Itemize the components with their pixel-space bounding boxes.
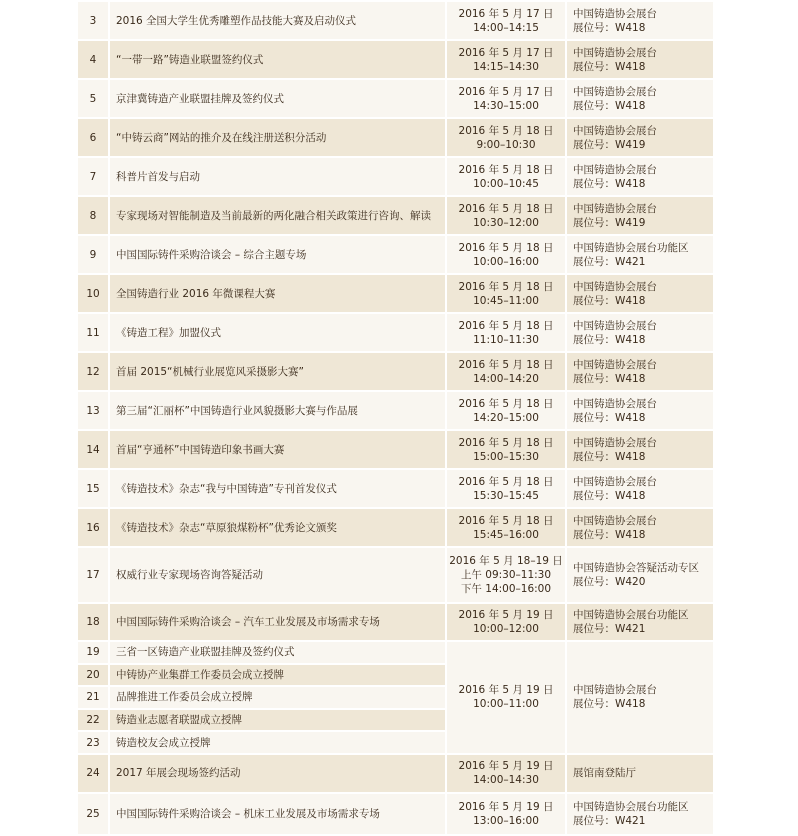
cell-line: 9:00–10:30 xyxy=(476,138,536,151)
cell-line: 2016 年 5 月 17 日 xyxy=(458,7,554,20)
event-date xyxy=(446,547,566,603)
table-row xyxy=(77,352,714,391)
cell-line: 15:00–15:30 xyxy=(473,450,539,463)
cell-line: 中国铸造协会展台 xyxy=(573,124,657,137)
event-place xyxy=(566,603,714,641)
event-place xyxy=(566,1,714,40)
cell-line: 中国铸造协会展台 xyxy=(573,202,657,215)
event-date xyxy=(446,793,566,835)
table-row xyxy=(77,469,714,508)
event-title: “一带一路”铸造业联盟签约仪式 xyxy=(109,40,446,79)
cell-line: 15:30–15:45 xyxy=(473,489,539,502)
cell-line: 2016 年 5 月 18 日 xyxy=(458,358,554,371)
cell-line: 2016 年 5 月 18–19 日 xyxy=(449,555,563,567)
event-date xyxy=(446,235,566,274)
event-date xyxy=(446,157,566,196)
cell-line: 中国铸造协会展台 xyxy=(573,319,657,332)
event-title: 中国国际铸件采购洽谈会 – 机床工业发展及市场需求专场 xyxy=(109,793,446,835)
event-place xyxy=(566,508,714,547)
cell-line: 10:00–16:00 xyxy=(473,255,539,268)
event-place xyxy=(566,754,714,793)
event-title: 三省一区铸造产业联盟挂牌及签约仪式 xyxy=(109,641,446,664)
event-title: 首届 2015“机械行业展览风采摄影大赛” xyxy=(109,352,446,391)
event-number: 12 xyxy=(77,352,109,391)
event-number: 25 xyxy=(77,793,109,835)
table-row xyxy=(77,235,714,274)
event-number: 6 xyxy=(77,118,109,157)
cell-line: 中国铸造协会展台功能区 xyxy=(573,800,689,813)
event-place xyxy=(566,196,714,235)
cell-line: 2016 年 5 月 17 日 xyxy=(458,46,554,59)
table-row xyxy=(77,430,714,469)
event-title: 《铸造技术》杂志“我与中国铸造”专刊首发仪式 xyxy=(109,469,446,508)
cell-line: 下午 14:00–16:00 xyxy=(460,583,552,595)
cell-line: 10:00–11:00 xyxy=(473,698,539,711)
event-date xyxy=(446,196,566,235)
cell-line: 2016 年 5 月 19 日 xyxy=(458,609,554,621)
cell-line: 中国铸造协会展台 xyxy=(573,397,657,410)
cell-line: 展位号：W419 xyxy=(573,216,646,229)
event-title: 铸造校友会成立授牌 xyxy=(109,731,446,754)
cell-line: 展位号：W418 xyxy=(573,177,646,190)
cell-line: 2016 年 5 月 18 日 xyxy=(458,319,554,332)
event-number: 8 xyxy=(77,196,109,235)
cell-line: 展位号：W418 xyxy=(573,60,646,73)
table-row xyxy=(77,40,714,79)
cell-line: 展位号：W421 xyxy=(573,255,646,268)
cell-line: 展位号：W421 xyxy=(573,623,646,635)
event-number: 21 xyxy=(77,686,109,709)
event-date xyxy=(446,118,566,157)
event-place xyxy=(566,313,714,352)
table-row xyxy=(77,603,714,641)
cell-line: 11:10–11:30 xyxy=(473,333,539,346)
cell-line: 展位号：W418 xyxy=(573,21,646,34)
event-number: 11 xyxy=(77,313,109,352)
cell-line: 展位号：W418 xyxy=(573,411,646,424)
event-number: 10 xyxy=(77,274,109,313)
event-number: 19 xyxy=(77,641,109,664)
event-number: 17 xyxy=(77,547,109,603)
cell-line: 10:00–12:00 xyxy=(473,623,539,635)
event-title: 专家现场对智能制造及当前最新的两化融合相关政策进行咨询、解读 xyxy=(109,196,446,235)
event-date xyxy=(446,641,566,754)
table-row xyxy=(77,157,714,196)
event-date xyxy=(446,603,566,641)
cell-line: 2016 年 5 月 18 日 xyxy=(458,124,554,137)
event-title: 中铸协产业集群工作委员会成立授牌 xyxy=(109,664,446,687)
table-row xyxy=(77,754,714,793)
cell-line: 14:00–14:30 xyxy=(473,774,539,787)
cell-line: 展位号：W419 xyxy=(573,138,646,151)
event-title: 中国国际铸件采购洽谈会 – 汽车工业发展及市场需求专场 xyxy=(109,603,446,641)
table-row xyxy=(77,641,714,664)
event-number: 24 xyxy=(77,754,109,793)
cell-line: 中国铸造协会展台功能区 xyxy=(573,241,689,254)
cell-line: 10:00–10:45 xyxy=(473,177,539,190)
event-title: 中国国际铸件采购洽谈会 – 综合主题专场 xyxy=(109,235,446,274)
event-date xyxy=(446,1,566,40)
cell-line: 2016 年 5 月 18 日 xyxy=(458,475,554,488)
cell-line: 中国铸造协会展台 xyxy=(573,358,657,371)
event-title: 权威行业专家现场咨询答疑活动 xyxy=(109,547,446,603)
event-date xyxy=(446,274,566,313)
cell-line: 中国铸造协会展台 xyxy=(573,684,657,697)
table-row xyxy=(77,547,714,603)
cell-line: 2016 年 5 月 17 日 xyxy=(458,85,554,98)
cell-line: 展位号：W418 xyxy=(573,698,646,711)
cell-line: 14:00–14:15 xyxy=(473,21,539,34)
cell-line: 2016 年 5 月 18 日 xyxy=(458,514,554,527)
event-place xyxy=(566,430,714,469)
event-date xyxy=(446,40,566,79)
cell-line: 2016 年 5 月 18 日 xyxy=(458,280,554,293)
event-number: 15 xyxy=(77,469,109,508)
cell-line: 2016 年 5 月 18 日 xyxy=(458,163,554,176)
cell-line: 2016 年 5 月 18 日 xyxy=(458,241,554,254)
event-place xyxy=(566,641,714,754)
table-row xyxy=(77,118,714,157)
event-place xyxy=(566,469,714,508)
cell-line: 展位号：W418 xyxy=(573,99,646,112)
event-date xyxy=(446,508,566,547)
cell-line: 上午 09:30–11:30 xyxy=(460,569,552,581)
cell-line: 2016 年 5 月 18 日 xyxy=(458,436,554,449)
event-number: 9 xyxy=(77,235,109,274)
event-date xyxy=(446,79,566,118)
event-title: 科普片首发与启动 xyxy=(109,157,446,196)
cell-line: 2016 年 5 月 19 日 xyxy=(458,800,554,813)
cell-line: 展位号：W418 xyxy=(573,294,646,307)
cell-line: 2016 年 5 月 18 日 xyxy=(458,202,554,215)
event-number: 18 xyxy=(77,603,109,641)
cell-line: 10:30–12:00 xyxy=(473,216,539,229)
event-title: 全国铸造行业 2016 年微课程大赛 xyxy=(109,274,446,313)
cell-line: 2016 年 5 月 19 日 xyxy=(458,684,554,697)
table-row xyxy=(77,391,714,430)
cell-line: 中国铸造协会展台 xyxy=(573,7,657,20)
event-title: 铸造业志愿者联盟成立授牌 xyxy=(109,709,446,732)
event-number: 16 xyxy=(77,508,109,547)
cell-line: 13:00–16:00 xyxy=(473,814,539,827)
table-row xyxy=(77,196,714,235)
cell-line: 展位号：W418 xyxy=(573,333,646,346)
cell-line: 14:00–14:20 xyxy=(473,372,539,385)
event-date xyxy=(446,430,566,469)
event-number: 7 xyxy=(77,157,109,196)
cell-line: 15:45–16:00 xyxy=(473,528,539,541)
cell-line: 展位号：W418 xyxy=(573,372,646,385)
cell-line: 中国铸造协会展台 xyxy=(573,163,657,176)
event-place xyxy=(566,40,714,79)
event-date xyxy=(446,754,566,793)
event-place xyxy=(566,274,714,313)
event-number: 20 xyxy=(77,664,109,687)
event-title: 第三届“汇丽杯”中国铸造行业风貌摄影大赛与作品展 xyxy=(109,391,446,430)
cell-line: 2016 年 5 月 19 日 xyxy=(458,760,554,773)
event-number: 4 xyxy=(77,40,109,79)
cell-line: 展位号：W418 xyxy=(573,528,646,541)
event-title: 京津冀铸造产业联盟挂牌及签约仪式 xyxy=(109,79,446,118)
table-row xyxy=(77,313,714,352)
table-row xyxy=(77,79,714,118)
event-title: “中铸云商”网站的推介及在线注册送积分活动 xyxy=(109,118,446,157)
cell-line: 展馆南登陆厅 xyxy=(573,767,636,780)
event-title: 《铸造工程》加盟仪式 xyxy=(109,313,446,352)
cell-line: 14:30–15:00 xyxy=(473,99,539,112)
cell-line: 中国铸造协会展台 xyxy=(573,85,657,98)
cell-line: 中国铸造协会展台功能区 xyxy=(573,609,689,621)
event-date xyxy=(446,469,566,508)
event-place xyxy=(566,352,714,391)
event-title: 2016 全国大学生优秀雕塑作品技能大赛及启动仪式 xyxy=(109,1,446,40)
event-place xyxy=(566,157,714,196)
event-number: 13 xyxy=(77,391,109,430)
cell-line: 10:45–11:00 xyxy=(473,294,539,307)
cell-line: 中国铸造协会展台 xyxy=(573,46,657,59)
table-row xyxy=(77,1,714,40)
event-title: 首届“亨通杯”中国铸造印象书画大赛 xyxy=(109,430,446,469)
event-place xyxy=(566,235,714,274)
cell-line: 中国铸造协会展台 xyxy=(573,280,657,293)
cell-line: 展位号：W418 xyxy=(573,450,646,463)
event-number: 14 xyxy=(77,430,109,469)
event-place xyxy=(566,391,714,430)
event-place xyxy=(566,793,714,835)
cell-line: 中国铸造协会展台 xyxy=(573,514,657,527)
cell-line: 中国铸造协会答疑活动专区 xyxy=(573,562,699,574)
event-number: 23 xyxy=(77,731,109,754)
event-place xyxy=(566,547,714,603)
event-title: 品牌推进工作委员会成立授牌 xyxy=(109,686,446,709)
event-date xyxy=(446,313,566,352)
cell-line: 14:15–14:30 xyxy=(473,60,539,73)
cell-line: 展位号：W421 xyxy=(573,814,646,827)
event-schedule-table xyxy=(76,0,715,836)
table-row xyxy=(77,274,714,313)
cell-line: 中国铸造协会展台 xyxy=(573,475,657,488)
event-title: 2017 年展会现场签约活动 xyxy=(109,754,446,793)
event-date xyxy=(446,391,566,430)
cell-line: 2016 年 5 月 18 日 xyxy=(458,397,554,410)
cell-line: 14:20–15:00 xyxy=(473,411,539,424)
event-place xyxy=(566,118,714,157)
event-title: 《铸造技术》杂志“草原狼煤粉杯”优秀论文颁奖 xyxy=(109,508,446,547)
event-place xyxy=(566,79,714,118)
cell-line: 中国铸造协会展台 xyxy=(573,436,657,449)
event-number: 5 xyxy=(77,79,109,118)
table-row xyxy=(77,793,714,835)
event-number: 22 xyxy=(77,709,109,732)
event-number: 3 xyxy=(77,1,109,40)
table-row xyxy=(77,508,714,547)
event-date xyxy=(446,352,566,391)
cell-line: 展位号：W418 xyxy=(573,489,646,502)
cell-line: 展位号：W420 xyxy=(573,576,646,588)
